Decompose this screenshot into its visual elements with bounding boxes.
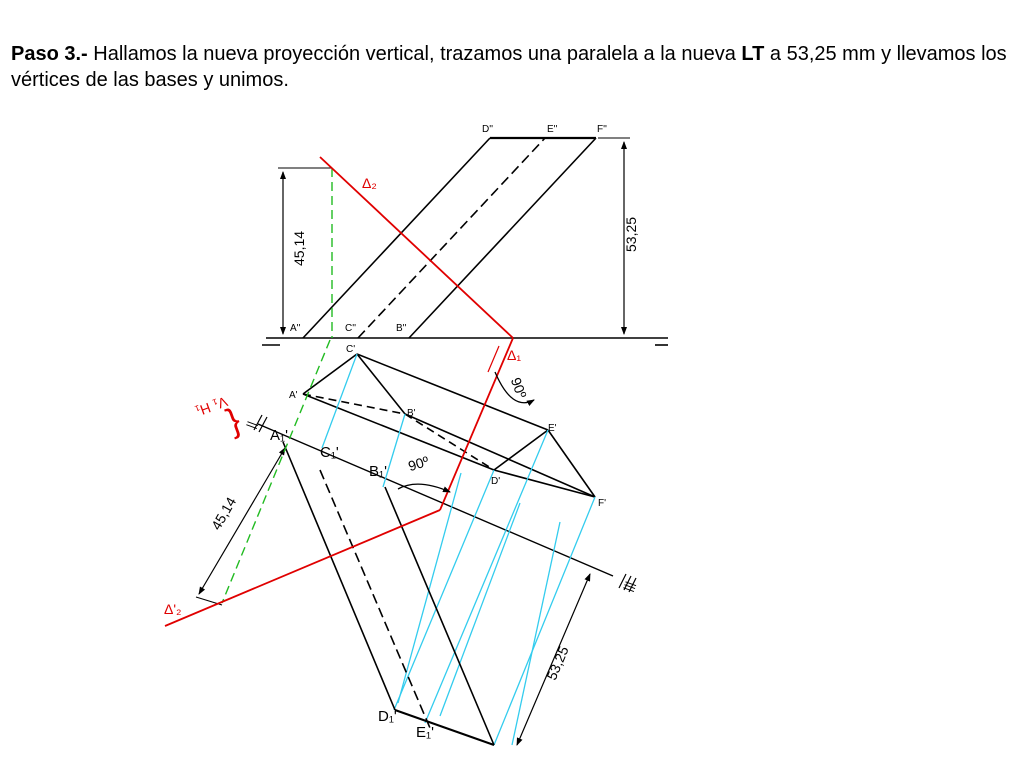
step-title: Paso 3.-	[11, 43, 88, 65]
caption-text-a: Hallamos la nueva proyección vertical, trazamos una paralela a la nueva	[87, 43, 742, 65]
label-d-p: D'	[491, 476, 501, 487]
cyan-projectors	[322, 354, 595, 745]
label-b-pp: B''	[396, 323, 407, 334]
new-ground-line	[254, 415, 636, 592]
projector-extra-2	[440, 503, 520, 716]
label-angle-90-upper: 90º	[507, 375, 530, 401]
edge-a1-d1	[283, 442, 395, 710]
label-e-pp: E''	[547, 124, 558, 135]
label-dim-53-bottom: 53,25	[543, 643, 572, 683]
label-f-p: F'	[598, 498, 607, 509]
label-d1-p: D₁'	[378, 708, 397, 725]
label-b1-p: B₁'	[369, 463, 387, 480]
caption-text-b: a 53,25 mm y llevamos los vértices de las bases y unimos.	[11, 43, 1007, 91]
label-roman-lt1: ||	[243, 419, 260, 431]
angle-arc-lower	[398, 484, 450, 492]
new-vertical-projection	[196, 442, 590, 745]
projector-extra-3	[512, 522, 560, 745]
delta1-line	[440, 338, 513, 510]
projector-extra-1	[398, 473, 461, 703]
label-a1-p: A₁'	[270, 427, 288, 444]
v1h1-brace: }	[221, 400, 246, 441]
label-angle-90-lower: 90º	[406, 452, 431, 475]
delta1-extension	[488, 346, 499, 372]
label-a-pp: A''	[290, 323, 301, 334]
edge-c1-e1-hidden	[320, 470, 430, 728]
projector-e	[425, 430, 548, 723]
label-dim-53-top: 53,25	[623, 216, 639, 252]
label-e1-p: E₁'	[416, 724, 434, 741]
label-dim-45-bottom: 45,14	[207, 494, 240, 533]
original-vertical-projection	[262, 138, 668, 345]
base-a-b-hidden	[303, 394, 405, 414]
label-delta2-prime: Δ'₂	[164, 601, 182, 617]
label-b-p: B'	[407, 408, 416, 419]
label-c-pp: C''	[345, 323, 357, 334]
label-d-pp: D''	[482, 124, 494, 135]
projector-d	[394, 470, 494, 710]
projector-f	[494, 497, 595, 745]
label-delta1: Δ₁	[507, 347, 522, 363]
edge-b-f	[409, 138, 596, 338]
label-a-p: A'	[289, 390, 298, 401]
delta2-line	[320, 157, 513, 338]
label-v1h1: V₁ H₁	[193, 393, 230, 420]
delta2-prime-line	[165, 510, 440, 626]
label-delta2: Δ₂	[362, 175, 377, 191]
label-c-p: C'	[346, 344, 356, 355]
caption-lt: LT	[741, 43, 765, 65]
edge-c-e-hidden	[358, 138, 545, 338]
label-e-p: E'	[548, 423, 557, 434]
label-dim-45-top: 45,14	[291, 230, 307, 266]
top-base-d1-f1	[395, 710, 494, 745]
label-f-pp: F''	[597, 124, 607, 135]
label-c1-p: C₁'	[320, 444, 339, 461]
projector-c	[322, 354, 357, 448]
label-roman-lt2: |||	[620, 579, 638, 594]
